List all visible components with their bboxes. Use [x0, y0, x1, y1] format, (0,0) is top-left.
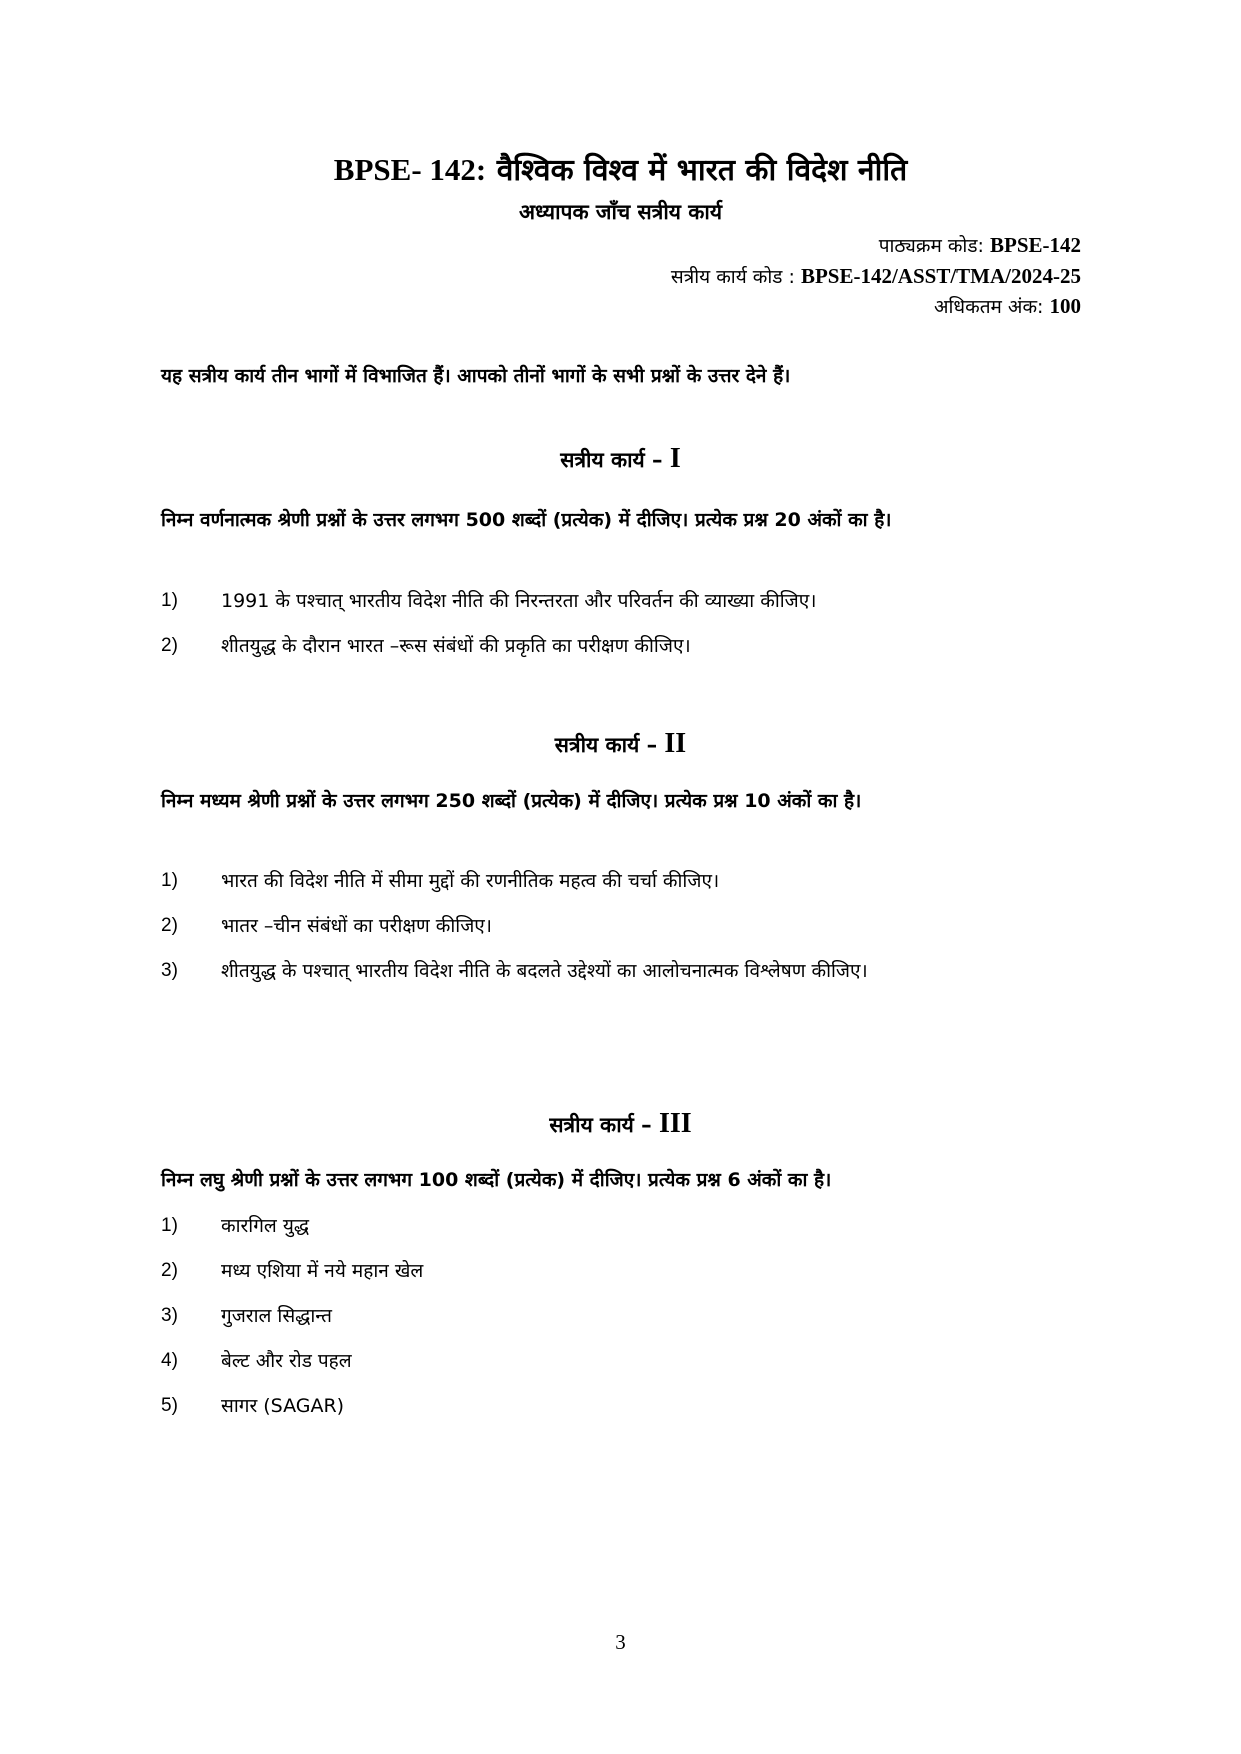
max-marks: 100 — [1049, 294, 1081, 318]
section-instruction-3: निम्न लघु श्रेणी प्रश्नों के उत्तर लगभग 100 शब्दों (प्रत्येक) में दीजिए। प्रत्येक प्रश्न 6 अंकों का है। — [161, 1169, 832, 1191]
question-text: भातर –चीन संबंधों का परीक्षण कीजिए। — [221, 915, 493, 937]
max-marks-line — [934, 293, 1081, 319]
question-number: 1) — [161, 1215, 178, 1236]
question-text: गुजराल सिद्धान्त — [221, 1305, 332, 1327]
max-marks-label: अधिकतम अंक: — [933, 296, 1044, 318]
section-roman: III — [658, 1108, 692, 1139]
question-number: 3) — [161, 1305, 178, 1326]
question-text: 1991 के पश्चात् भारतीय विदेश नीति की निरन्तरता और परिवर्तन की व्याख्या कीजिए। — [221, 590, 817, 612]
question-item — [161, 1248, 1081, 1294]
section-heading-1 — [0, 443, 1241, 475]
question-number: 2) — [161, 1260, 178, 1281]
question-text: भारत की विदेश नीति में सीमा मुद्दों की रणनीतिक महत्व की चर्चा कीजिए। — [221, 870, 720, 892]
assignment-code-line — [671, 263, 1081, 289]
question-number: 2) — [161, 915, 178, 936]
question-text: बेल्ट और रोड पहल — [221, 1350, 352, 1372]
question-text: मध्य एशिया में नये महान खेल — [221, 1260, 424, 1282]
document-subtitle: अध्यापक जाँच सत्रीय कार्य — [518, 200, 723, 224]
question-text: कारगिल युद्ध — [221, 1215, 310, 1237]
question-item — [161, 1383, 1081, 1429]
question-number: 1) — [161, 870, 178, 891]
course-code-line — [879, 232, 1081, 258]
question-item — [161, 903, 1081, 949]
question-item — [161, 1203, 1081, 1249]
title-text: वैश्विक विश्व में भारत की विदेश नीति — [496, 153, 908, 188]
question-text: सागर (SAGAR) — [221, 1395, 345, 1417]
assignment-code: BPSE-142/ASST/TMA/2024-25 — [800, 264, 1081, 288]
question-number: 5) — [161, 1395, 178, 1416]
question-number: 2) — [161, 635, 178, 656]
assignment-code-label: सत्रीय कार्य कोड : — [670, 266, 795, 288]
document-title — [0, 148, 1241, 189]
question-item — [161, 1338, 1081, 1384]
question-number: 3) — [161, 960, 178, 981]
section-instruction-2: निम्न मध्यम श्रेणी प्रश्नों के उत्तर लगभग 250 शब्दों (प्रत्येक) में दीजिए। प्रत्येक प्रश्न 10 अंकों का है। — [161, 790, 862, 812]
question-text: शीतयुद्ध के दौरान भारत –रूस संबंधों की प्रकृति का परीक्षण कीजिए। — [221, 635, 691, 657]
course-code-label: पाठ्यक्रम कोड: — [878, 235, 984, 257]
page-number: 3 — [615, 1630, 626, 1654]
section-roman: II — [664, 728, 687, 759]
section-heading-text: सत्रीय कार्य – — [554, 733, 658, 757]
section-instruction-1: निम्न वर्णनात्मक श्रेणी प्रश्नों के उत्तर लगभग 500 शब्दों (प्रत्येक) में दीजिए। प्रत्येक प्रश्न 20 अंकों का है। — [161, 509, 892, 531]
question-text: शीतयुद्ध के पश्चात् भारतीय विदेश नीति के बदलते उद्देश्यों का आलोचनात्मक विश्लेषण कीजिए। — [221, 960, 868, 982]
intro-text: यह सत्रीय कार्य तीन भागों में विभाजित हैं। आपको तीनों भागों के सभी प्रश्नों के उत्तर देने हैं। — [161, 365, 791, 387]
question-item — [161, 623, 1081, 669]
question-item — [161, 578, 1081, 624]
question-item — [161, 948, 1081, 994]
title-course-code: BPSE- 142: — [333, 152, 487, 187]
question-item — [161, 1293, 1081, 1339]
question-item — [161, 858, 1081, 904]
question-number: 1) — [161, 590, 178, 611]
question-number: 4) — [161, 1350, 178, 1371]
section-heading-2 — [0, 728, 1241, 760]
section-heading-3 — [0, 1108, 1241, 1140]
section-heading-text: सत्रीय कार्य – — [560, 448, 663, 472]
course-code: BPSE-142 — [989, 233, 1081, 257]
section-heading-text: सत्रीय कार्य – — [549, 1113, 652, 1137]
section-roman: I — [669, 443, 681, 474]
